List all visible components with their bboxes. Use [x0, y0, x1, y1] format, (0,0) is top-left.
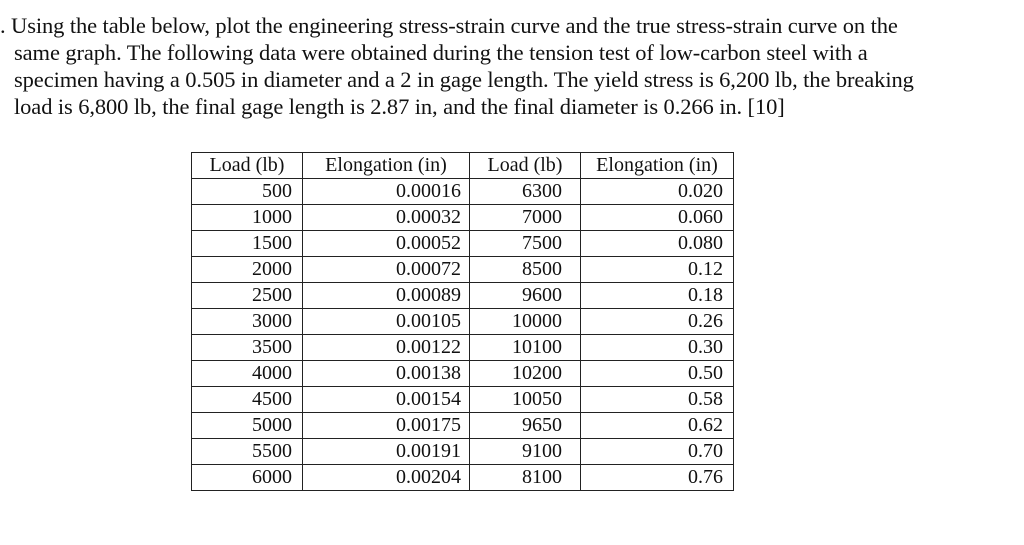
problem-line: specimen having a 0.505 in diameter and a 2 in gage length. The yield stress is 6,200 lb, the breaking	[14, 67, 914, 92]
cell-elongation: 0.00052	[303, 231, 470, 257]
cell-load: 1000	[192, 205, 303, 231]
cell-elongation: 0.00105	[303, 309, 470, 335]
cell-elongation: 0.00032	[303, 205, 470, 231]
cell-load: 5000	[192, 413, 303, 439]
cell-elongation: 0.62	[581, 413, 734, 439]
cell-elongation: 0.30	[581, 335, 734, 361]
cell-elongation: 0.00154	[303, 387, 470, 413]
problem-line: . Using the table below, plot the engineering stress-strain curve and the true stress-strain curve on the	[0, 13, 898, 38]
tension-test-data-table	[191, 152, 734, 491]
cell-elongation: 0.00175	[303, 413, 470, 439]
cell-elongation: 0.70	[581, 439, 734, 465]
cell-load: 8500	[470, 257, 581, 283]
cell-elongation: 0.00089	[303, 283, 470, 309]
table-row	[192, 335, 734, 361]
header-load-2: Load (lb)	[470, 153, 581, 179]
problem-statement	[0, 12, 1010, 120]
cell-load: 500	[192, 179, 303, 205]
cell-load: 3000	[192, 309, 303, 335]
problem-line: load is 6,800 lb, the final gage length is 2.87 in, and the final diameter is 0.266 in. [10]	[14, 94, 785, 119]
cell-load: 4500	[192, 387, 303, 413]
cell-load: 7000	[470, 205, 581, 231]
header-elongation-1: Elongation (in)	[303, 153, 470, 179]
header-load-1: Load (lb)	[192, 153, 303, 179]
cell-load: 2500	[192, 283, 303, 309]
cell-elongation: 0.12	[581, 257, 734, 283]
cell-load: 9100	[470, 439, 581, 465]
cell-load: 3500	[192, 335, 303, 361]
cell-elongation: 0.00122	[303, 335, 470, 361]
cell-load: 6300	[470, 179, 581, 205]
cell-load: 10100	[470, 335, 581, 361]
cell-load: 9650	[470, 413, 581, 439]
table-row	[192, 465, 734, 491]
table-body	[192, 179, 734, 491]
cell-load: 4000	[192, 361, 303, 387]
cell-elongation: 0.50	[581, 361, 734, 387]
table-row	[192, 231, 734, 257]
cell-elongation: 0.020	[581, 179, 734, 205]
cell-load: 10050	[470, 387, 581, 413]
cell-load: 10200	[470, 361, 581, 387]
cell-elongation: 0.060	[581, 205, 734, 231]
cell-load: 6000	[192, 465, 303, 491]
table-row	[192, 413, 734, 439]
header-elongation-2: Elongation (in)	[581, 153, 734, 179]
cell-elongation: 0.00138	[303, 361, 470, 387]
table-row	[192, 205, 734, 231]
cell-load: 1500	[192, 231, 303, 257]
cell-load: 9600	[470, 283, 581, 309]
cell-elongation: 0.00204	[303, 465, 470, 491]
table-row	[192, 387, 734, 413]
cell-elongation: 0.080	[581, 231, 734, 257]
table-row	[192, 179, 734, 205]
cell-elongation: 0.58	[581, 387, 734, 413]
table-header-row	[192, 153, 734, 179]
cell-load: 5500	[192, 439, 303, 465]
table-row	[192, 283, 734, 309]
cell-elongation: 0.18	[581, 283, 734, 309]
cell-elongation: 0.00072	[303, 257, 470, 283]
cell-load: 10000	[470, 309, 581, 335]
problem-line: same graph. The following data were obtained during the tension test of low-carbon steel with a	[14, 40, 868, 65]
cell-elongation: 0.00016	[303, 179, 470, 205]
table-row	[192, 361, 734, 387]
cell-load: 8100	[470, 465, 581, 491]
table-row	[192, 439, 734, 465]
cell-load: 7500	[470, 231, 581, 257]
cell-load: 2000	[192, 257, 303, 283]
cell-elongation: 0.76	[581, 465, 734, 491]
table-row	[192, 257, 734, 283]
cell-elongation: 0.00191	[303, 439, 470, 465]
cell-elongation: 0.26	[581, 309, 734, 335]
table-row	[192, 309, 734, 335]
